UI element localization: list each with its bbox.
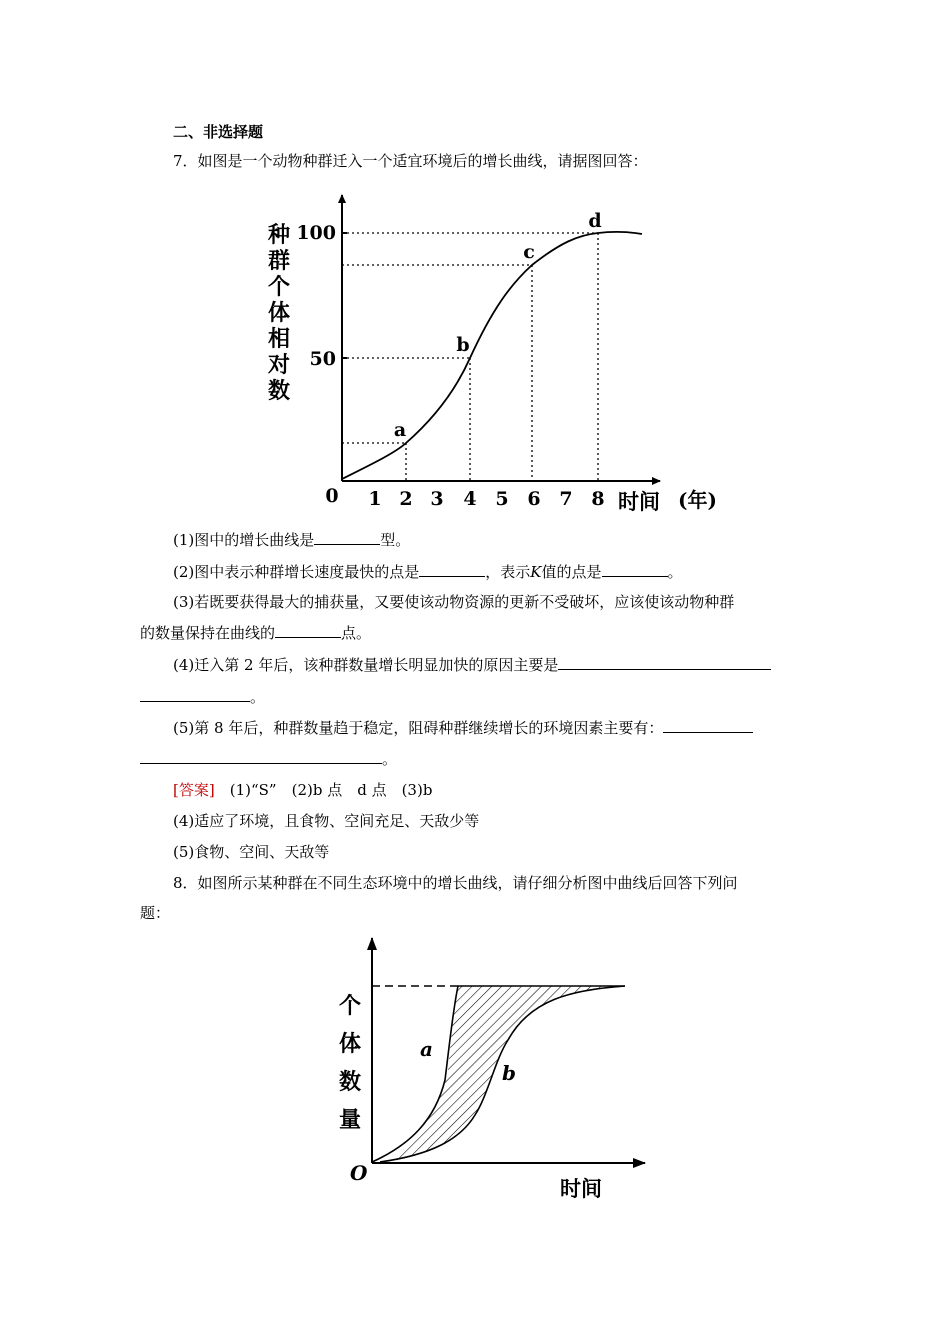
x-tick-label: 1 [368,488,382,510]
q7-stem: 7．如图是一个动物种群迁入一个适宜环境后的增长曲线，请据图回答： [173,152,648,170]
answer-blank[interactable] [663,718,753,733]
q7-part1: (1)图中的增长曲线是 型。 [173,531,411,549]
x-axis-label: 时间 [560,1176,602,1201]
y-tick-label: 100 [296,222,336,244]
q7-part2: (2)图中表示种群增长速度最快的点是 ，表示K值的点是 。 [173,563,683,581]
x-tick-label: 2 [399,488,413,510]
answer-blank[interactable] [602,562,668,577]
x-axis-unit: (年) [678,488,717,512]
q8-stem-line1: 8．如图所示某种群在不同生态环境中的增长曲线，请仔细分析图中曲线后回答下列问 [173,874,738,892]
y-label-char: 体 [339,1031,362,1057]
answer-blank[interactable] [314,530,380,545]
y-label-char: 对 [268,352,291,378]
x-tick-label: 3 [430,488,444,510]
x-axis-label: 时间 [618,489,660,514]
y-label-char: 数 [339,1069,362,1095]
curve-b-label: b [502,1061,516,1085]
y-tick-label: 50 [309,348,336,370]
origin-label: 0 [325,485,339,507]
x-tick-label: 8 [591,488,605,510]
y-label-char: 量 [339,1107,362,1133]
answer-tag: [答案] [173,781,215,799]
answer-line-4: (4)适应了环境，且食物、空间充足、天敌少等 [173,812,480,830]
y-label-char: 群 [268,248,291,274]
q7-part3-line1: (3)若既要获得最大的捕获量，又要使该动物资源的更新不受破坏，应该使该动物种群 [173,593,735,611]
answer-blank[interactable] [140,687,250,702]
y-label-char: 相 [268,326,291,352]
q7-part4-line2: 。 [140,687,265,707]
q7-part5-line2: 。 [140,749,397,769]
y-label-char: 个 [268,274,291,300]
q7-growth-curve-figure [260,185,730,520]
answer-line-5: (5)食物、空间、天敌等 [173,843,330,861]
answer-blank[interactable] [275,623,341,638]
q7-part5-line1: (5)第 8 年后，种群数量趋于稳定，阻碍种群继续增长的环境因素主要有： [173,718,753,738]
curve-a-label: a [420,1037,433,1061]
y-label-char: 个 [339,993,362,1019]
x-tick-label: 6 [527,488,541,510]
point-label-a: a [393,419,407,441]
x-tick-label: 5 [495,488,509,510]
q7-part4-line1: (4)迁入第 2 年后，该种群数量增长明显加快的原因主要是 [173,655,771,675]
x-tick-label: 4 [463,488,477,510]
y-label-char: 体 [268,300,291,326]
answer-blank[interactable] [558,655,771,670]
s-growth-curve [342,232,642,479]
q8-growth-comparison-figure [320,930,660,1210]
point-label-d: d [588,210,602,232]
y-label-char: 数 [268,378,291,404]
section-heading: 二、非选择题 [173,123,264,141]
q8-stem-line2: 题： [140,904,171,922]
answer-blank[interactable] [140,749,382,764]
x-tick-label: 7 [559,488,573,510]
origin-label: O [350,1161,368,1185]
q7-part3-line2: 的数量保持在曲线的 点。 [140,624,372,642]
y-label-char: 种 [268,222,291,248]
answer-line-1: [答案] (1)“S” (2)b 点 d 点 (3)b [173,781,433,799]
answer-blank[interactable] [419,562,485,577]
point-label-b: b [456,334,470,356]
point-label-c: c [523,241,535,263]
